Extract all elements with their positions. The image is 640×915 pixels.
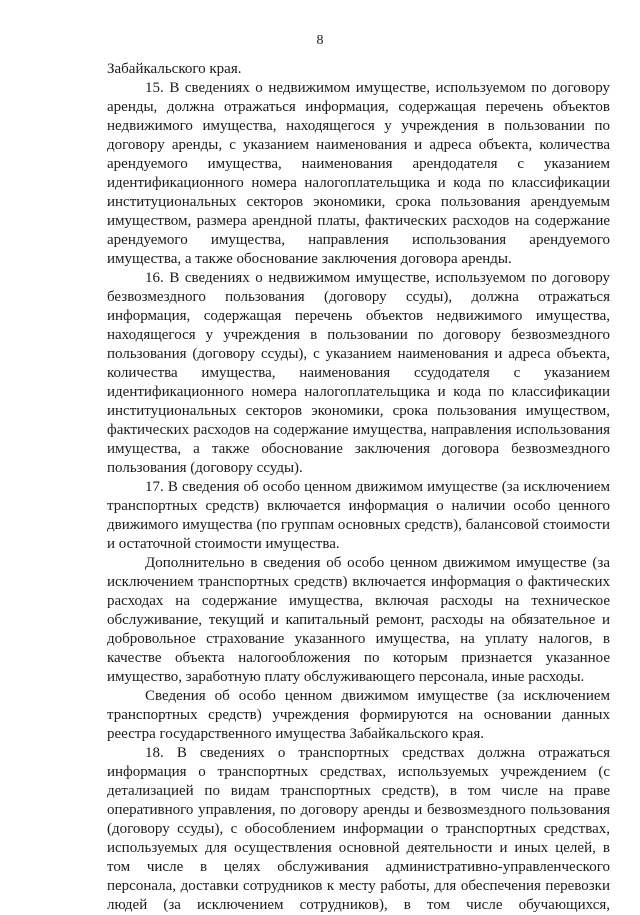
paragraph-15: 15. В сведениях о недвижимом имуществе, используемом по договору аренды, должна отражаться информация, содержащая перечень объектов недвижимого имущества, находящегося у учреждения в пользовании по договору аренды, с указанием наименования и адреса объекта, количества арендуемого имущества, наименования арендодателя с указанием идентификационного номера налогоплательщика и кода по классификации институциональных секторов экономики, срока пользования арендуемым имуществом, размера арендной платы, фактических расходов на содержание арендуемого имущества, направления использования арендуемого имущества, а также обоснование заключения договора аренды. — [107, 80, 610, 267]
document-body — [107, 60, 610, 915]
paragraph-17-source: Сведения об особо ценном движимом имуществе (за исключением транспортных средств) учреждения формируются на основании данных реестра государственного имущества Забайкальского края. — [107, 688, 610, 742]
page-number: 8 — [316, 33, 324, 48]
paragraph-17-additional: Дополнительно в сведения об особо ценном движимом имуществе (за исключением транспортных средств) включается информация о фактических расходах на содержание имущества, включая расходы на техническое обслуживание, текущий и капитальный ремонт, расходы на обязательное и добровольное страхование указанного имущества, на уплату налогов, в качестве объекта налогообложения по которым признается указанное имущество, заработную плату обслуживающего персонала, иные расходы. — [107, 555, 610, 685]
paragraph-18: 18. В сведениях о транспортных средствах должна отражаться информация о транспортных средствах, используемых учреждением (с детализацией по видам транспортных средств), в том числе на праве оперативного управления, по договору аренды и безвозмездного пользования (договору ссуды), с обособлением информации о транспортных средствах, используемых для осуществления основной деятельности и иных целей, в том числе в целях обслуживания административно-управленческого персонала, доставки сотрудников к месту работы, для обеспечения перевозки людей (за исключением сотрудников), в том числе обучающихся, — [107, 745, 610, 913]
paragraph-17: 17. В сведения об особо ценном движимом имуществе (за исключением транспортных средств) включается информация о наличии особо ценного движимого имущества (по группам основных средств), балансовой стоимости и остаточной стоимости имущества. — [107, 479, 610, 552]
paragraph-continuation: Забайкальского края. — [107, 61, 242, 77]
paragraph-16: 16. В сведениях о недвижимом имуществе, используемом по договору безвозмездного пользования (договору ссуды), должна отражаться информация, содержащая перечень объектов недвижимого имущества, находящегося у учреждения в пользовании по договору безвозмездного пользования (договору ссуды), с указанием наименования и адреса объекта, количества имущества, наименования ссудодателя с указанием идентификационного номера налогоплательщика и кода по классификации институциональных секторов экономики, срока пользования имуществом, фактических расходов на содержание имущества, направления использования имущества, а также обоснование заключения договора безвозмездного пользования (договору ссуды). — [107, 270, 610, 476]
